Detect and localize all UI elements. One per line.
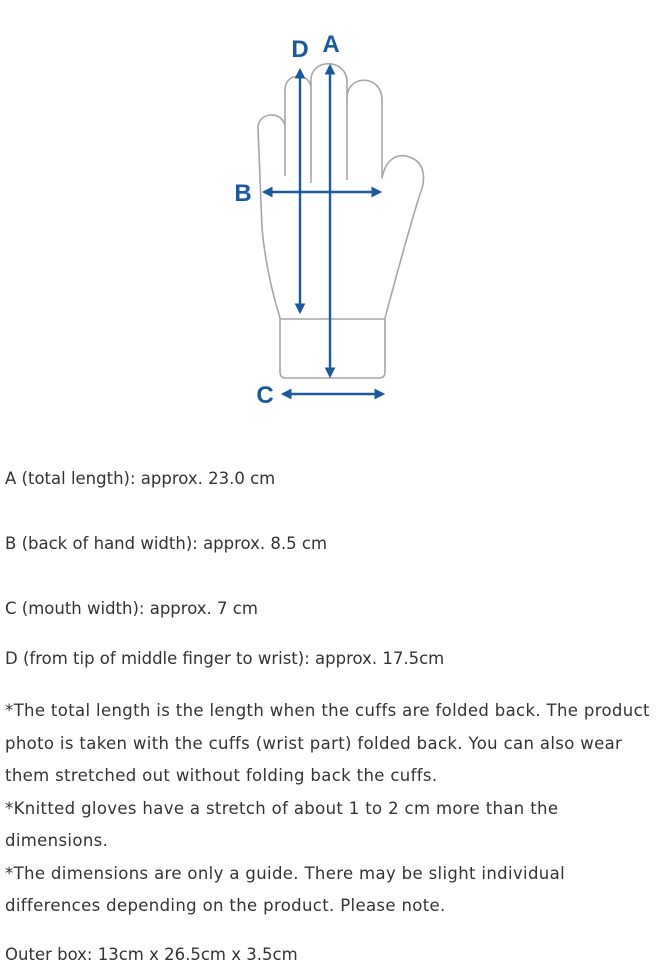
label-b: B [234, 180, 252, 207]
measurement-a: A (total length): approx. 23.0 cm [5, 469, 276, 488]
notes-block [5, 695, 655, 923]
measurement-d: D (from tip of middle finger to wrist): approx. 17.5cm [5, 649, 445, 668]
label-c: C [256, 382, 274, 409]
note-stretch: *Knitted gloves have a stretch of about 1 to 2 cm more than the dimensions. [5, 798, 559, 850]
note-total-length: *The total length is the length when the cuffs are folded back. The product photo is taken with the cuffs (wrist part) folded back. You can also wear them stretched out without folding back the cuffs. [5, 701, 650, 785]
label-d: D [291, 36, 309, 63]
measurement-b: B (back of hand width): approx. 8.5 cm [5, 534, 328, 553]
glove-outline [258, 64, 424, 378]
outer-box-dimensions: Outer box: 13cm x 26.5cm x 3.5cm [5, 945, 298, 964]
note-guide: *The dimensions are only a guide. There may be slight individual differences depending on the product. Please note. [5, 863, 566, 915]
label-a: A [322, 31, 340, 58]
glove-size-diagram [0, 0, 663, 440]
measurement-arrows [264, 66, 383, 394]
measurement-c: C (mouth width): approx. 7 cm [5, 599, 258, 618]
